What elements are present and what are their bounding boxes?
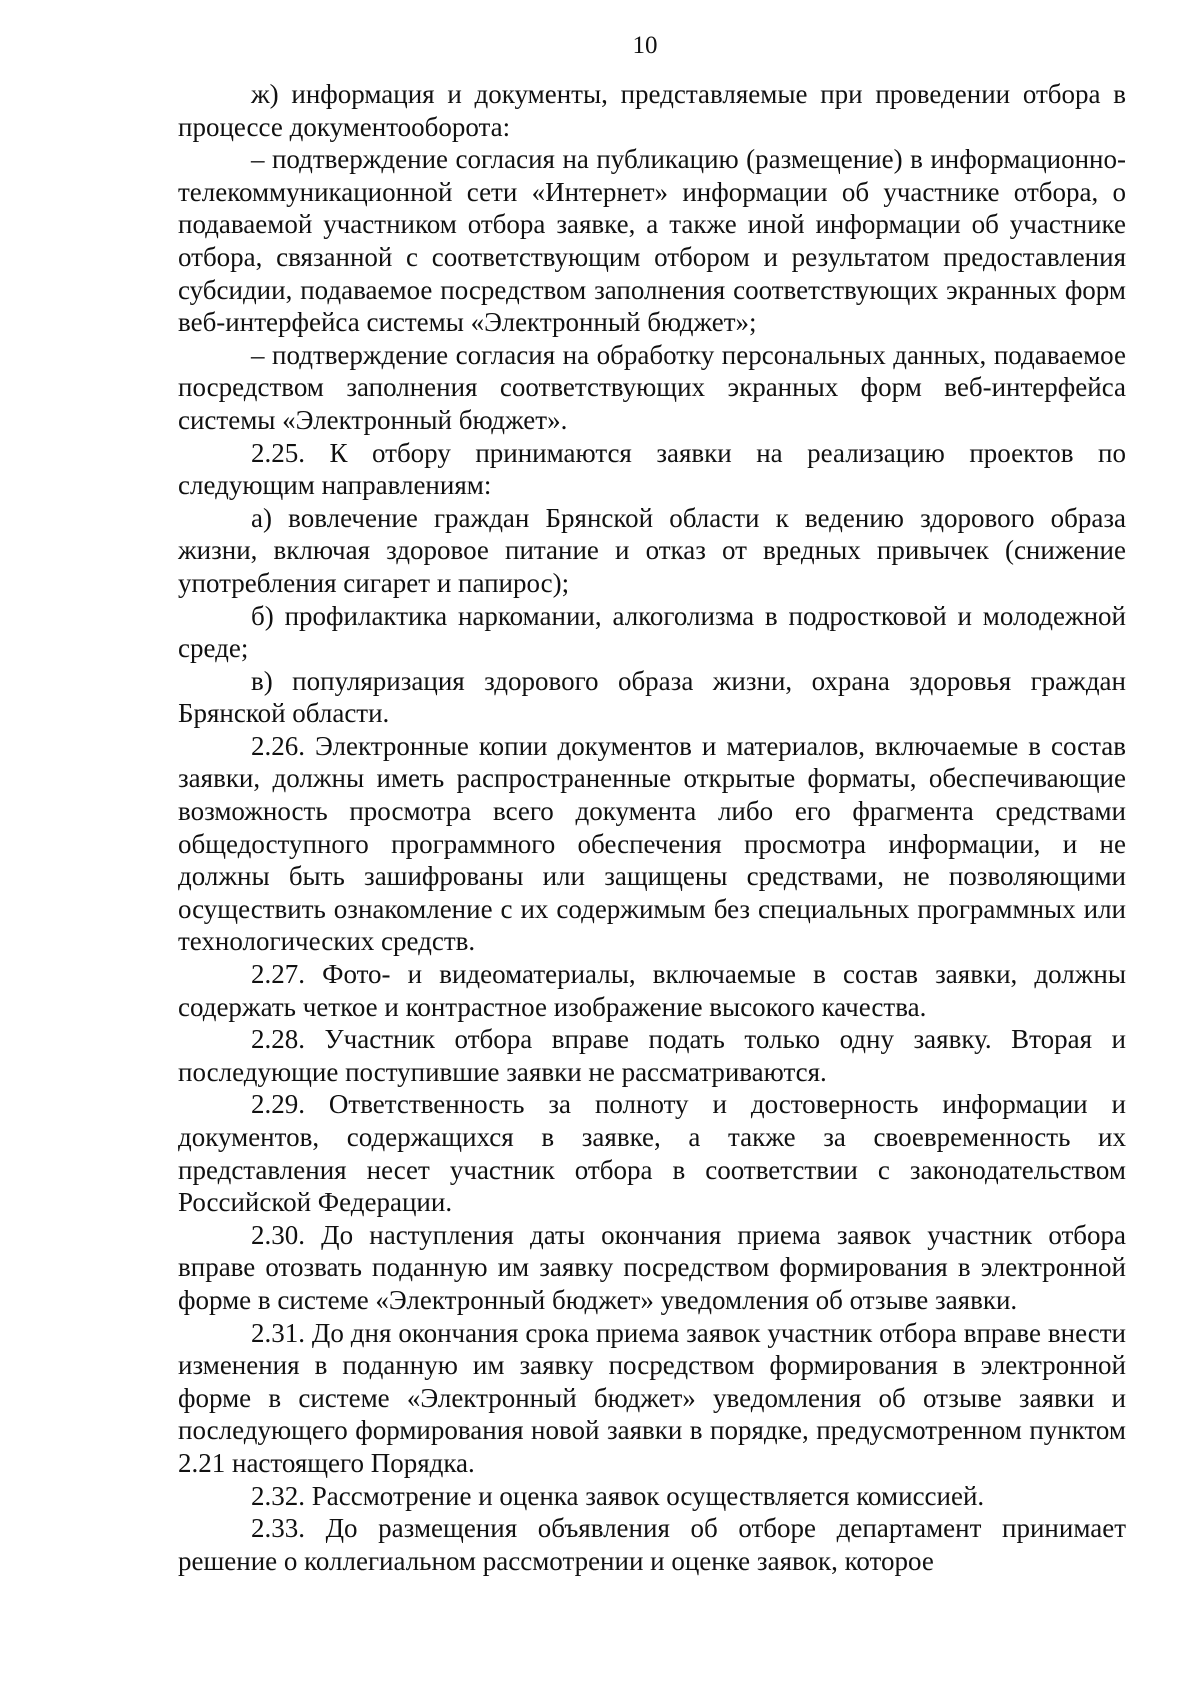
paragraph-2-29: 2.29. Ответственность за полноту и достоверность информации и документов, содержащихся в заявке, а также за своевременность их представления несет участник отбора в соответствии с законодательством Российской Федерации. [178,1089,1126,1218]
paragraph-2-25: 2.25. К отбору принимаются заявки на реализацию проектов по следующим направлениям: [178,437,1126,501]
paragraph-2-32: 2.32. Рассмотрение и оценка заявок осуществляется комиссией. [251,1480,985,1511]
paragraph-zh-info-documents: ж) информация и документы, представляемые при проведении отбора в процессе документооборота: [178,79,1126,142]
paragraph-2-25-v: в) популяризация здорового образа жизни, охрана здоровья граждан Брянской области. [178,665,1126,729]
paragraph-2-33: 2.33. До размещения объявления об отборе департамент принимает решение о коллегиальном рассмотрении и оценке заявок, которое [178,1513,1126,1576]
paragraph-consent-personal-data: – подтверждение согласия на обработку персональных данных, подаваемое посредством заполнения соответствующих экранных форм веб-интерфейса системы «Электронный бюджет». [178,339,1126,435]
paragraph-2-27: 2.27. Фото- и видеоматериалы, включаемые в состав заявки, должны содержать четкое и контрастное изображение высокого качества. [178,959,1126,1022]
paragraph-2-26: 2.26. Электронные копии документов и материалов, включаемые в состав заявки, должны иметь распространенные открытые форматы, обеспечивающие возможность просмотра всего документа либо его фрагмента средствами общедоступного программного обеспечения просмотра информации, и не должны быть зашифрованы или защищены средствами, не позволяющими осуществить ознакомление с их содержимым без специальных программных или технологических средств. [178,730,1126,957]
paragraph-2-25-b: б) профилактика наркомании, алкоголизма в подростковой и молодежной среде; [178,600,1126,664]
paragraph-consent-publication: – подтверждение согласия на публикацию (размещение) в информационно-телекоммуникационной сети «Интернет» информации об участнике отбора, о подаваемой участником отбора заявке, а также иной информации об участнике отбора, связанной с соответствующим отбором и результатом предоставления субсидии, подаваемое посредством заполнения соответствующих экранных форм веб-интерфейса системы «Электронный бюджет»; [178,144,1126,338]
paragraph-2-28: 2.28. Участник отбора вправе подать только одну заявку. Вторая и последующие поступившие заявки не рассматриваются. [178,1024,1126,1087]
page-number: 10 [632,32,658,59]
paragraph-2-31: 2.31. До дня окончания срока приема заявок участник отбора вправе внести изменения в поданную им заявку посредством формирования в электронной форме в системе «Электронный бюджет» уведомления об отзыве заявки и последующего формирования новой заявки в порядке, предусмотренном пунктом 2.21 настоящего Порядка. [178,1317,1126,1478]
paragraph-2-30: 2.30. До наступления даты окончания приема заявок участник отбора вправе отозвать поданную им заявку посредством формирования в электронной форме в системе «Электронный бюджет» уведомления об отзыве заявки. [178,1219,1126,1315]
document-body [178,78,1126,1577]
paragraph-2-25-a: а) вовлечение граждан Брянской области к ведению здорового образа жизни, включая здоровое питание и отказ от вредных привычек (снижение употребления сигарет и папирос); [178,502,1126,598]
